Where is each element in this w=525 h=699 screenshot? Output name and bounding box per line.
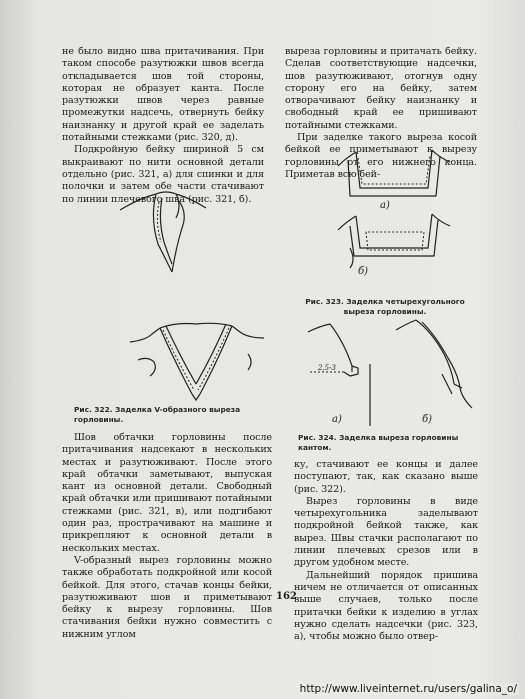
paragraph: V-образный вырез горловины можно также обработать подкройной или косой бейкой. Для этого, стачав концы бейки, разутюживают шов и приметывают бейку к вырезу горловины. Шов стачивания бейки нужно совместить с нижним углом xyxy=(62,554,272,640)
watermark-url: http://www.liveinternet.ru/users/galina_o/ xyxy=(299,683,517,695)
figure-323-label-a: а) xyxy=(380,200,390,211)
paragraph: не было видно шва притачивания. При таком способе разутюжки швов всегда откладывается шов той стороны, которая не образует канта. После разутюжки швов через равные промежутки надсечь, отвернуть бейку наизнанку и другой край ее заделать потайными стежками (рис. 320, д). xyxy=(62,46,264,144)
figure-323-caption: Рис. 323. Заделка четырехугольного выреза горловины. xyxy=(305,297,465,316)
paragraph: Шов обтачки горловины после притачивания надсекают в нескольких местах и разутюживают. После этого край обтачки заметывают, выпуская кант из основной детали. Свободный край обтачки или пришивают потайными стежками (рис. 321, в), или подгибают один раз, прострачивают на машине и прикрепляют к основной детали в нескольких местах. xyxy=(62,432,272,554)
collar-illustration xyxy=(112,188,222,278)
paragraph: Подкройную бейку шириной 5 см выкраивают по нити основной детали отдельно (рис. 321, а) для спинки и для полочки и затем обе части стачивают по линии плечевого шва (рис. 321, б). xyxy=(62,144,264,205)
figure-324-caption: Рис. 324. Заделка выреза горловины кантом. xyxy=(298,433,459,452)
v-neck-illustration xyxy=(128,320,268,402)
figure-323-label-b: б) xyxy=(358,266,369,277)
left-column-text-top xyxy=(62,46,264,206)
figure-324-dimension-label: 2,5-3 xyxy=(318,364,336,372)
paragraph: выреза горловины и притачать бейку. Сделав соответствующие надсечки, шов разутюживают, отогнув одну сторону его на бейку, затем отворачивают бейку наизнанку и свободный край ее пришивают потайными стежками. xyxy=(285,46,477,131)
paragraph: При заделке такого выреза косой бейкой ее приметывают к вырезу горловины от его нижнего конца. Приметав всю бей- xyxy=(285,132,477,180)
figure-322-caption: Рис. 322. Заделка V-образного выреза горловины. xyxy=(74,405,241,424)
page-number: 162 xyxy=(276,591,297,602)
left-column-text-bottom xyxy=(62,432,272,641)
paragraph: Вырез горловины в виде четырехугольника заделывают подкройной бейкой также, как вырез. Швы стачки располагают по линии плечевых срезов или в другом удобном месте. xyxy=(294,495,478,569)
paragraph: ку, стачивают ее концы и далее поступают, так, как сказано выше (рис. 322). xyxy=(294,459,478,495)
figure-324-label-a: а) xyxy=(332,414,342,425)
square-neck-illustration xyxy=(336,148,456,288)
piping-neck-illustration-a xyxy=(300,322,392,426)
piping-neck-illustration-b xyxy=(392,318,482,426)
figure-324-label-b: б) xyxy=(422,414,433,425)
paragraph: Дальнейший порядок пришива ничем не отличается от описанных выше случаев, только после притачки бейки к изделию в углах нужно сделать надсечки (рис. 323, а), чтобы можно было отвер- xyxy=(294,569,478,643)
right-column-text-bottom xyxy=(294,459,478,643)
